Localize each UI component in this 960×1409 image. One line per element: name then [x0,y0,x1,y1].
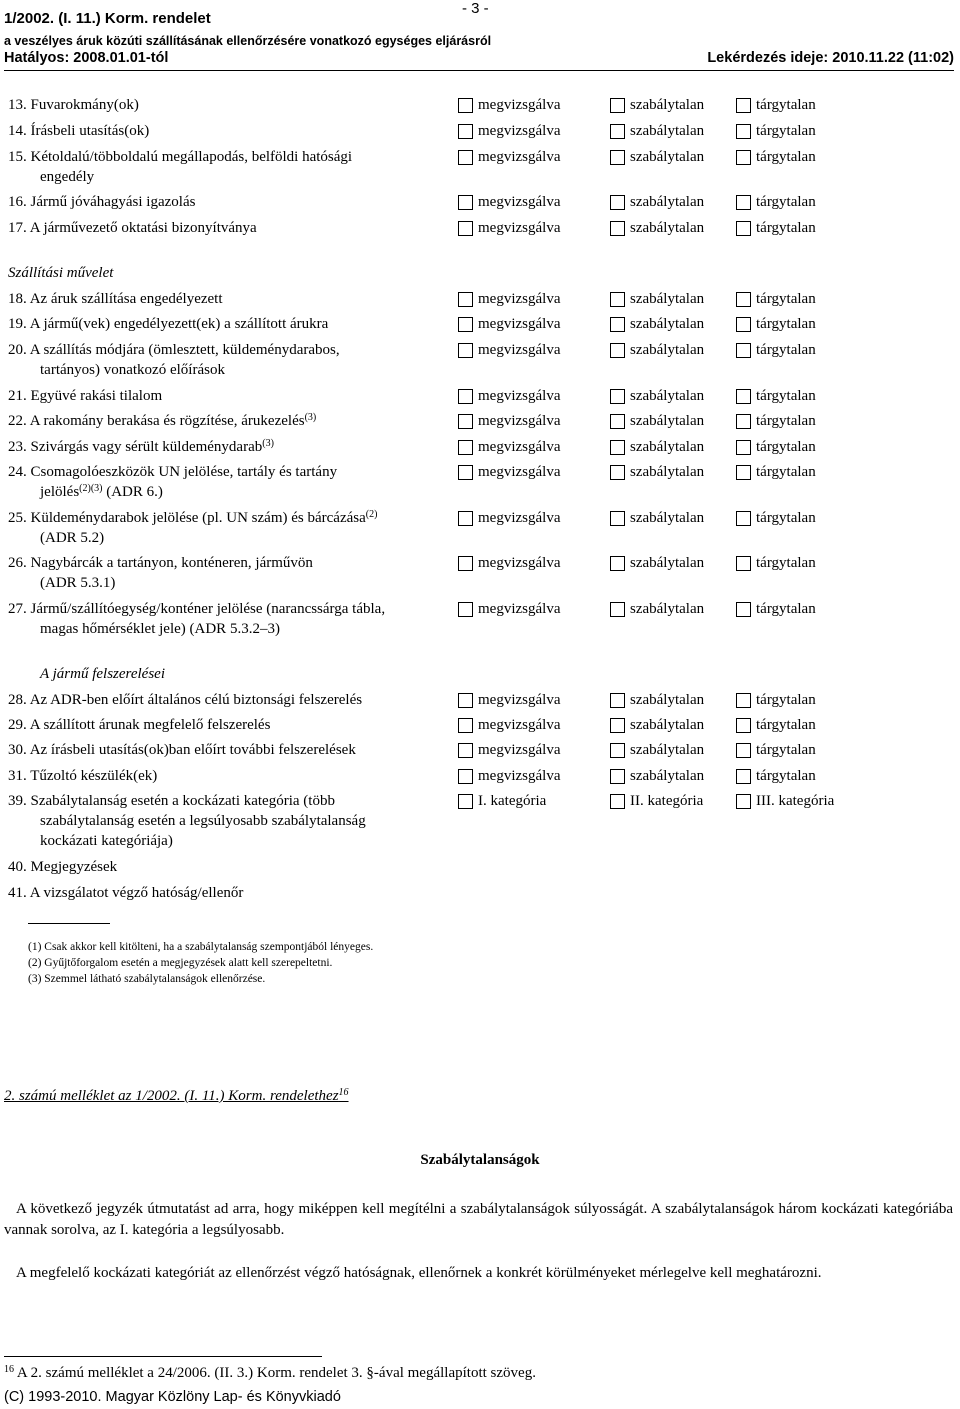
header-divider [4,70,954,71]
item-number: 21. [8,388,27,404]
option-label: szabálytalan [630,291,705,307]
item-number: 16. [8,194,27,210]
option-label: III. kategória [756,793,835,809]
item-text: A járművezető oktatási bizonyítványa [29,220,257,236]
item-question [8,553,456,593]
item-text-continuation: (ADR 5.3.1) [40,575,116,591]
footnote-1: (1) Csak akkor kell kitölteni, ha a szabálytalanság szempontjából lényeges. [28,941,374,953]
item-number: 31. [8,768,27,784]
option-label: megvizsgálva [478,768,561,784]
option-label: szabálytalan [630,194,705,210]
option-label: szabálytalan [630,601,705,617]
item-text-continuation [8,482,456,502]
option-label: megvizsgálva [478,123,561,139]
item-question [8,857,456,877]
item-question [8,508,456,548]
item-question [8,715,456,735]
footnote-ref: (2)(3) [79,483,103,494]
checkbox-not-applicable[interactable] [736,195,751,210]
item-text: Az áruk szállítása engedélyezett [29,291,223,307]
option-label: szabálytalan [630,464,705,480]
item-text: Szivárgás vagy sérült küldeménydarab [30,439,263,455]
checkbox-not-applicable[interactable] [736,602,751,617]
checkbox-examined[interactable] [458,743,473,758]
checkbox-irregular[interactable] [610,221,625,236]
option-label: tárgytalan [756,601,816,617]
checkbox-examined[interactable] [458,414,473,429]
item-number: 28. [8,692,27,708]
item-question [8,340,456,380]
option-label: tárgytalan [756,123,816,139]
option-label: megvizsgálva [478,316,561,332]
option-label: megvizsgálva [478,717,561,733]
query-time: Lekérdezés ideje: 2010.11.22 (11:02) [707,50,954,66]
checkbox-not-applicable[interactable] [736,98,751,113]
option-label: tárgytalan [756,768,816,784]
item-text: A szállított árunak megfelelő felszerelés [29,717,271,733]
checkbox-not-applicable[interactable] [736,343,751,358]
checkbox-not-applicable[interactable] [736,414,751,429]
checkbox-irregular[interactable] [610,440,625,455]
item-number: 30. [8,742,27,758]
checkbox-irregular[interactable] [610,769,625,784]
checkbox-examined[interactable] [458,389,473,404]
option-label: tárgytalan [756,717,816,733]
checkbox-irregular[interactable] [610,124,625,139]
item-number: 22. [8,413,27,429]
item-text: Szabálytalanság esetén a kockázati kategória (több [30,793,335,809]
option-label: szabálytalan [630,97,705,113]
checkbox-irregular[interactable] [610,511,625,526]
option-label: megvizsgálva [478,291,561,307]
option-label: szabálytalan [630,768,705,784]
item-question [8,289,456,309]
continuation-tail: (ADR 6.) [102,484,163,500]
checkbox-examined[interactable] [458,343,473,358]
footnote-ref: (3) [262,438,274,449]
item-text: A jármű(vek) engedélyezett(ek) a szállított árukra [29,316,329,332]
checkbox-category-3[interactable] [736,794,751,809]
checkbox-examined[interactable] [458,98,473,113]
checkbox-examined[interactable] [458,440,473,455]
item-number: 18. [8,291,27,307]
option-label: szabálytalan [630,555,705,571]
item-question [8,766,456,786]
item-text: Tűzoltó készülék(ek) [30,768,158,784]
checkbox-not-applicable[interactable] [736,150,751,165]
checkbox-examined[interactable] [458,150,473,165]
footnote-ref: (2) [365,509,378,520]
option-label: megvizsgálva [478,97,561,113]
option-label: tárgytalan [756,413,816,429]
item-number: 29. [8,717,27,733]
item-number: 25. [8,510,27,526]
item-number: 20. [8,342,27,358]
item-number: 19. [8,316,27,332]
option-label: megvizsgálva [478,555,561,571]
option-label: megvizsgálva [478,439,561,455]
option-label: megvizsgálva [478,413,561,429]
item-text-continuation: szabálytalanság esetén a legsúlyosabb szabálytalanság [40,813,366,829]
checkbox-irregular[interactable] [610,343,625,358]
option-label: tárgytalan [756,510,816,526]
item-text: Az ADR-ben előírt általános célú biztonsági felszerelés [29,692,363,708]
option-label: szabálytalan [630,717,705,733]
item-number: 41. [8,885,27,901]
option-label: tárgytalan [756,439,816,455]
item-number: 13. [8,97,27,113]
option-label: II. kategória [630,793,704,809]
option-label: tárgytalan [756,388,816,404]
checkbox-examined[interactable] [458,124,473,139]
annex-title[interactable] [4,1086,349,1106]
checkbox-irregular[interactable] [610,718,625,733]
footnote-16-text: A 2. számú melléklet a 24/2006. (II. 3.) Korm. rendelet 3. §-ával megállapított szöveg. [14,1365,536,1381]
checkbox-examined[interactable] [458,465,473,480]
option-label: megvizsgálva [478,601,561,617]
option-label: tárgytalan [756,692,816,708]
item-question [8,147,456,187]
option-label: szabálytalan [630,439,705,455]
option-label: szabálytalan [630,342,705,358]
option-label: megvizsgálva [478,742,561,758]
section-heading-transport: Szállítási művelet [8,265,114,281]
option-label: megvizsgálva [478,464,561,480]
option-label: megvizsgálva [478,149,561,165]
effective-date: Hatályos: 2008.01.01-tól [4,50,169,66]
checkbox-not-applicable[interactable] [736,389,751,404]
item-question [8,599,456,639]
continuation-text: jelölés [40,484,80,500]
option-label: tárgytalan [756,97,816,113]
checkbox-irregular[interactable] [610,292,625,307]
item-text: Nagybárcák a tartányon, konténeren, járművön [30,555,313,571]
option-label: I. kategória [478,793,547,809]
item-question [8,791,456,851]
item-text: Fuvarokmány(ok) [30,97,139,113]
checkbox-not-applicable[interactable] [736,440,751,455]
item-question [8,437,456,457]
option-label: tárgytalan [756,464,816,480]
page-number: - 3 - [462,0,489,17]
checkbox-not-applicable[interactable] [736,743,751,758]
checkbox-examined[interactable] [458,195,473,210]
option-label: szabálytalan [630,413,705,429]
item-text: A rakomány berakása és rögzítése, árukezelés [29,413,305,429]
item-text: Az írásbeli utasítás(ok)ban előírt további felszerelések [29,742,356,758]
item-number: 27. [8,601,27,617]
checkbox-irregular[interactable] [610,602,625,617]
document-subtitle: a veszélyes áruk közúti szállításának ellenőrzésére vonatkozó egységes eljárásról [4,34,492,48]
option-label: tárgytalan [756,316,816,332]
option-label: megvizsgálva [478,692,561,708]
item-text: Írásbeli utasítás(ok) [30,123,150,139]
checkbox-irregular[interactable] [610,317,625,332]
checkbox-not-applicable[interactable] [736,556,751,571]
option-label: szabálytalan [630,388,705,404]
item-text: A szállítás módjára (ömlesztett, küldeménydarabos, [29,342,340,358]
option-label: szabálytalan [630,149,705,165]
item-text: Kétoldalú/többoldalú megállapodás, belföldi hatósági [30,149,353,165]
option-label: szabálytalan [630,316,705,332]
footnote-number: 16 [4,1364,14,1375]
checkbox-examined[interactable] [458,769,473,784]
checkbox-examined[interactable] [458,292,473,307]
item-text-continuation: (ADR 5.2) [40,530,105,546]
checkbox-not-applicable[interactable] [736,317,751,332]
option-label: szabálytalan [630,220,705,236]
checkbox-not-applicable[interactable] [736,292,751,307]
checkbox-irregular[interactable] [610,465,625,480]
item-text-continuation: kockázati kategóriája) [40,833,173,849]
item-question [8,218,456,238]
checkbox-not-applicable[interactable] [736,769,751,784]
option-label: megvizsgálva [478,510,561,526]
item-question [8,690,456,710]
item-text-continuation: tartányos) vonatkozó előírások [40,362,225,378]
option-label: tárgytalan [756,742,816,758]
annex-paragraph-1: A következő jegyzék útmutatást ad arra, hogy miképpen kell megítélni a szabálytalanságok súlyosságát. A szabálytalanságok három kockázati kategóriába vannak sorolva, az I. kategória a legsúlyosabb. [4,1201,953,1238]
option-label: tárgytalan [756,291,816,307]
item-text-continuation: engedély [40,169,95,185]
checkbox-irregular[interactable] [610,414,625,429]
option-label: megvizsgálva [478,220,561,236]
item-text: Jármű/szállítóegység/konténer jelölése (narancssárga tábla, [30,601,386,617]
copyright: (C) 1993-2010. Magyar Közlöny Lap- és Könyvkiadó [4,1389,341,1405]
checkbox-not-applicable[interactable] [736,718,751,733]
item-question [8,740,456,760]
item-number: 26. [8,555,27,571]
checkbox-examined[interactable] [458,317,473,332]
item-question [8,192,456,212]
checkbox-examined[interactable] [458,221,473,236]
item-number: 15. [8,149,27,165]
item-text: Együvé rakási tilalom [30,388,163,404]
footnote-ref: (3) [304,412,317,423]
item-question [8,95,456,115]
option-label: szabálytalan [630,692,705,708]
checkbox-examined[interactable] [458,556,473,571]
item-question [8,121,456,141]
option-label: szabálytalan [630,742,705,758]
option-label: tárgytalan [756,194,816,210]
option-label: tárgytalan [756,555,816,571]
option-label: tárgytalan [756,220,816,236]
option-label: megvizsgálva [478,388,561,404]
item-question [8,411,456,431]
footnote-16 [4,1363,536,1383]
checkbox-irregular[interactable] [610,195,625,210]
option-label: szabálytalan [630,510,705,526]
checkbox-category-1[interactable] [458,794,473,809]
annex-title-text[interactable]: 2. számú melléklet az 1/2002. (I. 11.) Korm. rendelethez [4,1088,339,1104]
checkbox-not-applicable[interactable] [736,511,751,526]
checkbox-examined[interactable] [458,693,473,708]
item-text: Jármű jóváhagyási igazolás [30,194,196,210]
item-number: 40. [8,859,27,875]
checkbox-not-applicable[interactable] [736,465,751,480]
annex-heading: Szabálytalanságok [420,1152,540,1168]
footnote-divider [28,923,110,924]
option-label: megvizsgálva [478,342,561,358]
item-text: Csomagolóeszközök UN jelölése, tartály és tartány [30,464,338,480]
item-number: 39. [8,793,27,809]
footnote-ref: 16 [338,1087,349,1098]
checkbox-examined[interactable] [458,718,473,733]
footnote-3: (3) Szemmel látható szabálytalanságok ellenőrzése. [28,973,266,985]
checkbox-irregular[interactable] [610,98,625,113]
section-heading-equipment: A jármű felszerelései [40,666,165,682]
option-label: szabálytalan [630,123,705,139]
item-number: 24. [8,464,27,480]
checkbox-not-applicable[interactable] [736,693,751,708]
item-text: A vizsgálatot végző hatóság/ellenőr [29,885,244,901]
document-title: 1/2002. (I. 11.) Korm. rendelet [4,10,211,27]
option-label: megvizsgálva [478,194,561,210]
item-text-continuation: magas hőmérséklet jele) (ADR 5.3.2–3) [40,621,280,637]
item-question [8,462,456,502]
footnote-2: (2) Gyűjtőforgalom esetén a megjegyzések alatt kell szerepeltetni. [28,957,333,969]
checkbox-not-applicable[interactable] [736,221,751,236]
footnote-divider [4,1356,322,1357]
item-number: 14. [8,123,27,139]
checkbox-irregular[interactable] [610,389,625,404]
item-number: 17. [8,220,27,236]
option-label: tárgytalan [756,342,816,358]
item-number: 23. [8,439,27,455]
item-text: Megjegyzések [30,859,118,875]
item-question [8,314,456,334]
checkbox-examined[interactable] [458,511,473,526]
checkbox-not-applicable[interactable] [736,124,751,139]
annex-paragraph-2: A megfelelő kockázati kategóriát az ellenőrzést végző hatóságnak, ellenőrnek a konkrét körülményeket mérlegelve kell meghatározni. [16,1265,822,1281]
item-text: Küldeménydarabok jelölése (pl. UN szám) és bárcázása [30,510,366,526]
item-question [8,386,456,406]
checkbox-irregular[interactable] [610,693,625,708]
checkbox-irregular[interactable] [610,150,625,165]
checkbox-irregular[interactable] [610,556,625,571]
checkbox-category-2[interactable] [610,794,625,809]
item-question [8,883,456,903]
option-label: tárgytalan [756,149,816,165]
checkbox-examined[interactable] [458,602,473,617]
checkbox-irregular[interactable] [610,743,625,758]
